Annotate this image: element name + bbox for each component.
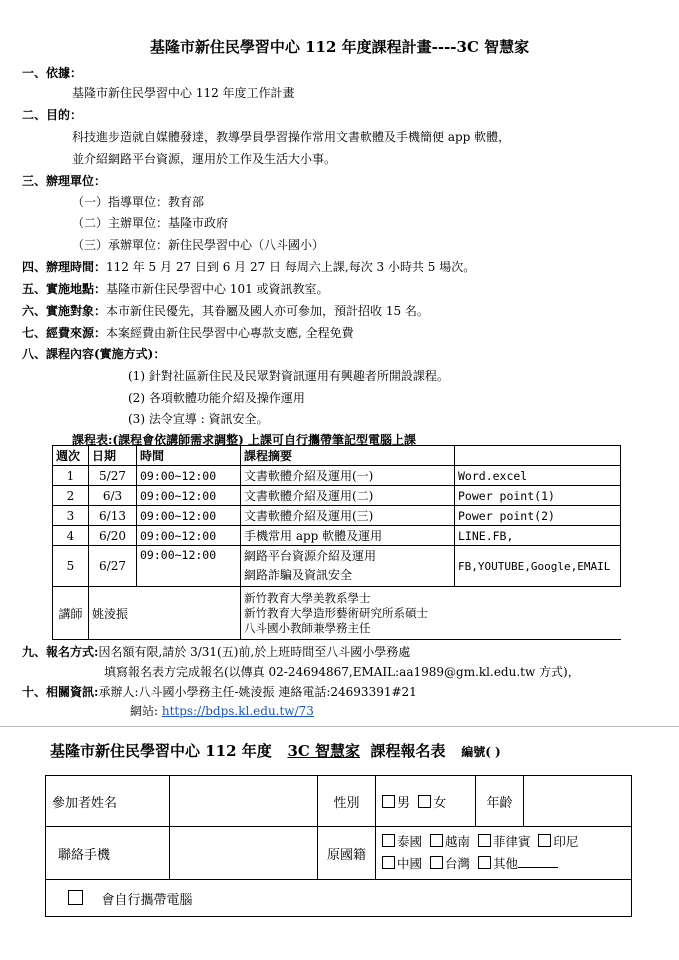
form-title-course: 3C 智慧家 xyxy=(287,742,361,760)
cell-week: 3 xyxy=(53,506,89,526)
schedule-caption: 課程表:(課程會依講師需求調整) 上課可自行攜帶筆記型電腦上課 xyxy=(72,433,416,447)
info-heading: 十、相關資訊: xyxy=(22,685,99,699)
checkbox-philippines[interactable] xyxy=(478,834,491,847)
cell-week: 2 xyxy=(53,486,89,506)
header-time: 時間 xyxy=(137,446,241,466)
funding-heading: 七、經費來源： xyxy=(22,326,107,340)
table-row xyxy=(53,506,621,526)
checkbox-taiwan[interactable] xyxy=(430,856,443,869)
cell-time: 09:00~12:00 xyxy=(137,526,241,546)
cell-date: 6/13 xyxy=(89,506,137,526)
cell-date: 6/20 xyxy=(89,526,137,546)
cell-date: 6/3 xyxy=(89,486,137,506)
cell-notes: Power point(1) xyxy=(455,486,621,506)
table-header-row xyxy=(53,446,621,466)
age-input[interactable] xyxy=(524,776,632,827)
country-label: 印尼 xyxy=(553,834,579,849)
unit-item: （三）承辦單位：新住民學習中心（八斗國小） xyxy=(72,238,325,252)
cell-notes: FB,YOUTUBE,Google,EMAIL xyxy=(455,546,621,587)
checkbox-vietnam[interactable] xyxy=(430,834,443,847)
age-label: 年齡 xyxy=(476,776,524,827)
checkbox-china[interactable] xyxy=(382,856,395,869)
male-label: 男 xyxy=(397,795,411,811)
cell-summary: 文書軟體介紹及運用(三) xyxy=(241,506,455,526)
phone-label: 聯絡手機 xyxy=(46,827,170,880)
website-label: 網站: xyxy=(130,704,159,718)
basis-heading: 一、依據： xyxy=(22,66,83,80)
male-checkbox[interactable] xyxy=(382,795,395,808)
content-heading: 八、課程內容(實施方式)： xyxy=(22,347,166,361)
cell-date: 6/27 xyxy=(89,546,137,587)
info-row xyxy=(22,683,417,700)
gender-options xyxy=(376,776,476,827)
form-title-suffix: 課程報名表 xyxy=(370,742,446,760)
cell-time: 09:00~12:00 xyxy=(137,466,241,486)
header-summary: 課程摘要 xyxy=(241,446,455,466)
registration-form xyxy=(45,775,632,917)
place-heading: 五、實施地點： xyxy=(22,282,107,296)
origin-row-1 xyxy=(382,831,625,853)
website-row xyxy=(130,702,314,719)
target-text: 本市新住民優先，其眷屬及國人亦可參加，預計招收 15 名。 xyxy=(106,304,429,318)
country-label: 其他 xyxy=(492,856,518,871)
content-item: (1) 針對社區新住民及民眾對資訊運用有興趣者所開設課程。 xyxy=(128,369,449,383)
table-row xyxy=(53,486,621,506)
basis-text: 基隆市新住民學習中心 112 年度工作計畫 xyxy=(72,86,295,100)
cell-week: 1 xyxy=(53,466,89,486)
unit-item: （一）指導單位：教育部 xyxy=(72,195,205,209)
cell-date: 5/27 xyxy=(89,466,137,486)
units-heading: 三、辦理單位： xyxy=(22,174,107,188)
checkbox-indonesia[interactable] xyxy=(538,834,551,847)
checkbox-thailand[interactable] xyxy=(382,834,395,847)
origin-options xyxy=(376,827,632,880)
cell-time: 09:00~12:00 xyxy=(137,506,241,526)
form-row-name xyxy=(46,776,632,827)
section-divider xyxy=(0,726,679,727)
purpose-line-1: 科技進步造就自媒體發達，教導學員學習操作常用文書軟體及手機簡便 app 軟體， xyxy=(72,130,511,144)
gender-label: 性別 xyxy=(318,776,376,827)
info-line-1: 承辦人:八斗國小學務主任-姚淩振 連絡電話:24693391#21 xyxy=(98,685,417,699)
cell-notes: Word.excel xyxy=(455,466,621,486)
form-number: 編號( ) xyxy=(461,745,501,759)
cell-summary: 文書軟體介紹及運用(一) xyxy=(241,466,455,486)
cell-summary: 文書軟體介紹及運用(二) xyxy=(241,486,455,506)
cell-week: 4 xyxy=(53,526,89,546)
laptop-checkbox[interactable] xyxy=(68,890,83,905)
purpose-heading: 二、目的： xyxy=(22,108,83,122)
cell-notes: Power point(2) xyxy=(455,506,621,526)
checkbox-other[interactable] xyxy=(478,856,491,869)
funding-row xyxy=(22,324,354,341)
form-row-phone xyxy=(46,827,632,880)
registration-row xyxy=(22,643,410,660)
registration-line-1: 因名額有限,請於 3/31(五)前,於上班時間至八斗國小學務處 xyxy=(98,645,411,659)
time-text: 112 年 5 月 27 日到 6 月 27 日 每周六上課,每次 3 小時共 5 場次。 xyxy=(106,260,476,274)
target-heading: 六、實施對象： xyxy=(22,304,107,318)
form-title xyxy=(50,740,501,761)
country-label: 泰國 xyxy=(397,834,423,849)
table-row xyxy=(53,546,621,587)
place-text: 基隆市新住民學習中心 101 或資訊教室。 xyxy=(106,282,329,296)
form-title-prefix: 基隆市新住民學習中心 112 年度 xyxy=(50,742,272,760)
country-label: 菲律賓 xyxy=(492,834,531,849)
cell-week: 5 xyxy=(53,546,89,587)
header-notes xyxy=(455,446,621,466)
time-heading: 四、辦理時間： xyxy=(22,260,107,274)
summary-line: 網路詐騙及資訊安全 xyxy=(244,568,353,582)
lecturer-bio xyxy=(241,587,621,640)
name-input[interactable] xyxy=(170,776,318,827)
female-checkbox[interactable] xyxy=(418,795,431,808)
country-label: 中國 xyxy=(397,856,423,871)
country-label: 越南 xyxy=(444,834,470,849)
bio-line: 新竹教育大學造形藝術研究所系碩士 xyxy=(244,605,428,620)
bio-line: 新竹教育大學美教系學士 xyxy=(244,590,371,605)
origin-label: 原國籍 xyxy=(318,827,376,880)
female-label: 女 xyxy=(433,795,447,811)
lecturer-row xyxy=(53,587,621,640)
phone-input[interactable] xyxy=(170,827,318,880)
target-row xyxy=(22,302,429,319)
origin-row-2 xyxy=(382,853,625,875)
name-label: 參加者姓名 xyxy=(46,776,170,827)
content-item: (2) 各項軟體功能介紹及操作運用 xyxy=(128,391,305,405)
purpose-line-2: 並介紹網路平台資源，運用於工作及生活大小事。 xyxy=(72,152,337,166)
cell-summary: 手機常用 app 軟體及運用 xyxy=(241,526,455,546)
table-row xyxy=(53,526,621,546)
lecturer-name: 姚淩振 xyxy=(89,587,241,640)
page-title: 基隆市新住民學習中心 112 年度課程計畫----3C 智慧家 xyxy=(149,38,530,56)
registration-heading: 九、報名方式: xyxy=(22,645,99,659)
header-date: 日期 xyxy=(89,446,137,466)
cell-summary xyxy=(241,546,455,587)
table-row xyxy=(53,466,621,486)
funding-text: 本案經費由新住民學習中心專款支應, 全程免費 xyxy=(106,326,354,340)
website-link[interactable]: https://bdps.kl.edu.tw/73 xyxy=(161,704,314,718)
cell-time: 09:00~12:00 xyxy=(137,486,241,506)
laptop-cell xyxy=(46,880,632,917)
content-item: (3) 法令宣導 : 資訊安全。 xyxy=(128,412,269,426)
country-label: 台灣 xyxy=(444,856,470,871)
unit-item: （二）主辦單位：基隆市政府 xyxy=(72,216,229,230)
registration-line-2: 填寫報名表方完成報名(以傳真 02-24694867,EMAIL:aa1989@gm.kl.edu.tw 方式)， xyxy=(104,665,580,679)
laptop-label: 會自行攜帶電腦 xyxy=(101,892,193,908)
cell-time: 09:00~12:00 xyxy=(137,546,241,587)
form-row-laptop xyxy=(46,880,632,917)
time-row xyxy=(22,258,475,275)
other-blank[interactable] xyxy=(518,867,558,868)
bio-line: 八斗國小教師兼學務主任 xyxy=(244,620,371,635)
place-row xyxy=(22,280,329,297)
schedule-table xyxy=(52,445,621,640)
header-week: 週次 xyxy=(53,446,89,466)
lecturer-label: 講師 xyxy=(53,587,89,640)
summary-line: 網路平台資源介紹及運用 xyxy=(244,549,377,563)
cell-notes: LINE.FB, xyxy=(455,526,621,546)
